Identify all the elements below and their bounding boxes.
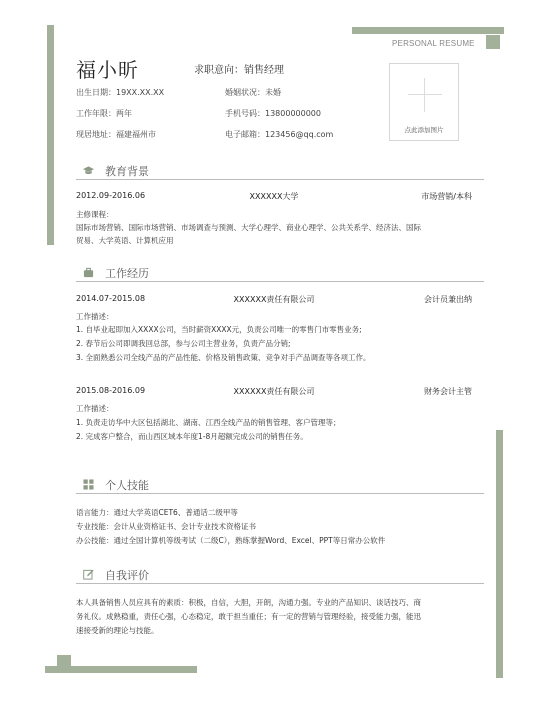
job-desc-label: 工作描述： [76,312,114,321]
courses-line: 贸易、大学英语、计算机应用 [76,236,174,245]
skill-line: 专业技能：会计从业资格证书、会计专业技术资格证书 [76,522,256,531]
education-school: XXXXXX大学 [249,192,299,201]
section-title: 自我评价 [105,569,149,582]
evaluation-line: 速接受新的理论与技能。 [76,626,159,635]
graduation-cap-icon [83,165,94,176]
phone-number: 手机号码：13800000000 [225,109,321,118]
job-row [76,294,472,306]
briefcase-icon [83,267,94,278]
job-role: 财务会计主管 [424,387,472,396]
resume-tag: PERSONAL RESUME [392,39,475,48]
grid-icon [83,479,94,490]
job-intent: 求职意向：销售经理 [194,65,284,76]
job-period: 2015.08-2016.09 [76,386,146,395]
accent-square-top [486,35,500,49]
section-title: 工作经历 [105,267,149,280]
section-title: 个人技能 [105,479,149,492]
job-desc-line: 3. 全面熟悉公司全线产品的产品性能、价格及销售政策、竞争对手产品调查等各项工作。 [76,353,371,362]
job-desc-line: 2. 完成客户整合，而山西区域本年度1-8月超额完成公司的销售任务。 [76,432,308,441]
marital-status: 婚姻状况：未婚 [225,88,281,97]
evaluation-line: 本人具备销售人员应具有的素质：积极，自信，大胆，开朗，沟通力强。专业的产品知识、谈话技巧、商 [76,598,421,607]
job-company: XXXXXX责任有限公司 [233,387,315,396]
plus-icon-vertical [424,78,425,112]
education-major: 市场营销/本科 [421,192,472,201]
section-title: 教育背景 [105,165,149,178]
photo-placeholder[interactable] [389,63,459,141]
job-row [76,386,472,398]
job-role: 会计员兼出纳 [424,295,472,304]
education-period: 2012.09-2016.06 [76,191,146,200]
evaluation-line: 务礼仪。成熟稳重，责任心强，心态稳定，敢于担当重任；有一定的营销与管理经验，接受能力强，能迅 [76,612,421,621]
accent-bar-right [496,430,503,678]
candidate-name: 福小昕 [76,58,139,82]
section-skills [76,476,484,494]
courses-label: 主修课程： [76,210,114,219]
accent-square-bottom [57,655,71,669]
job-desc-line: 1. 负责走访华中大区包括湖北、湖南、江西全线产品的销售管理、客户管理等； [76,418,341,427]
home-address: 现居地址：福建福州市 [76,130,156,139]
section-work [76,264,484,282]
accent-bar-top [352,27,504,34]
plus-icon-horizontal [408,94,442,95]
job-company: XXXXXX责任有限公司 [233,295,315,304]
education-row [76,191,472,203]
job-desc-line: 1. 自毕业起即加入XXXX公司，当时薪资XXXX元，负责公司唯一的零售门市零售业务; [76,325,362,334]
photo-label: 点此添加图片 [404,126,444,134]
skill-line: 语言能力：通过大学英语CET6、普通话二级甲等 [76,508,238,517]
skill-line: 办公技能：通过全国计算机等级考试（二级C），熟练掌握Word、Excel、PPT等日常办公软件 [76,536,386,545]
courses-line: 国际市场营销、国际市场营销、市场调查与预测、大学心理学、商业心理学、公共关系学、经济法、国际 [76,223,421,232]
job-desc-line: 2. 春节后公司即调我回总部，参与公司主营业务，负责产品分销; [76,339,291,348]
birth-date: 出生日期：19XX.XX.XX [76,88,165,97]
work-years: 工作年限：两年 [76,109,132,118]
section-education [76,162,484,180]
job-desc-label: 工作描述： [76,404,114,413]
edit-icon [83,569,94,580]
accent-bar-left [47,25,54,245]
email-address: 电子邮箱：123456@qq.com [225,130,334,139]
section-evaluation [76,566,484,584]
job-period: 2014.07-2015.08 [76,294,146,303]
